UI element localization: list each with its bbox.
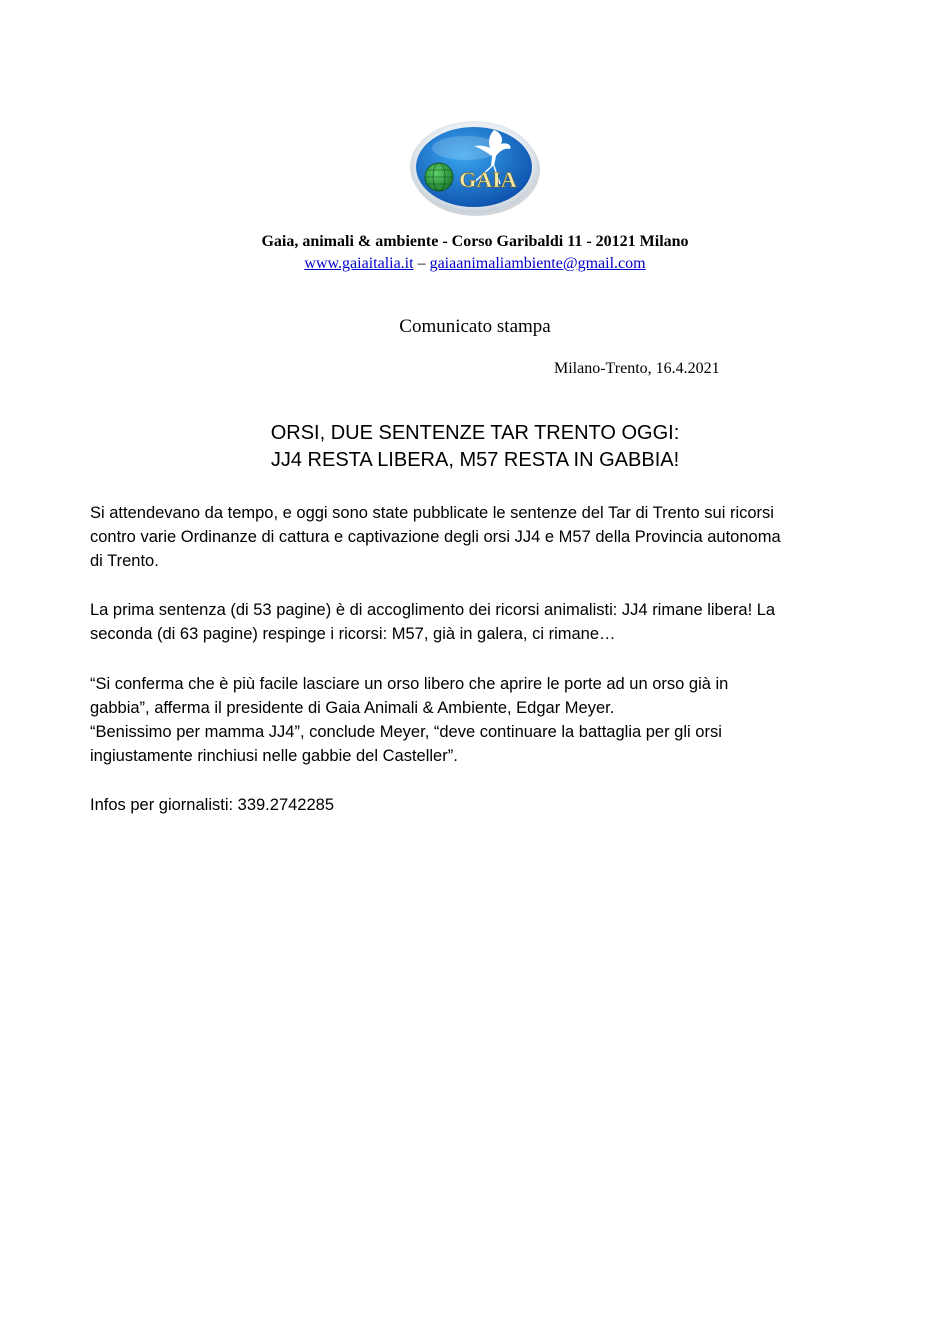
paragraph-intro [90,501,860,573]
paragraph-line: ingiustamente rinchiusi nelle gabbie del Casteller”. [90,747,458,765]
headline-line: ORSI, DUE SENTENZE TAR TRENTO OGGI: [270,422,680,444]
paragraph-line: seconda (di 63 pagine) respinge i ricorsi: M57, già in galera, ci rimane… [90,625,616,643]
contact-line [0,255,950,273]
email-link[interactable]: gaiaanimaliambiente@gmail.com [429,255,646,272]
paragraph-line: gabbia”, afferma il presidente di Gaia Animali & Ambiente, Edgar Meyer. [90,699,615,717]
organization-line: Gaia, animali & ambiente - Corso Garibaldi 11 - 20121 Milano [261,233,689,250]
headline [0,420,950,474]
gaia-logo [408,118,543,218]
paragraph-line: “Si conferma che è più facile lasciare un orso libero che aprire le porte ad un orso già in [90,675,729,693]
headline-line: JJ4 RESTA LIBERA, M57 RESTA IN GABBIA! [270,449,680,471]
paragraph-line: di Trento. [90,552,159,570]
paragraph-line: contro varie Ordinanze di cattura e captivazione degli orsi JJ4 e M57 della Provincia autonoma [90,528,781,546]
paragraph-sentences [90,598,860,646]
paragraph-line: Si attendevano da tempo, e oggi sono state pubblicate le sentenze del Tar di Trento sui ricorsi [90,504,774,522]
paragraph-line: Infos per giornalisti: 339.2742285 [90,796,335,814]
website-link[interactable]: www.gaiaitalia.it [304,255,414,272]
paragraph-line: “Benissimo per mamma JJ4”, conclude Meyer, “deve continuare la battaglia per gli orsi [90,723,722,741]
document-type: Comunicato stampa [399,316,551,337]
paragraph-line: La prima sentenza (di 53 pagine) è di accoglimento dei ricorsi animalisti: JJ4 rimane libera! La [90,601,776,619]
contact-separator: – [417,255,426,272]
paragraph-press-info [90,793,860,817]
place-date: Milano-Trento, 16.4.2021 [554,360,720,377]
paragraph-quotes [90,672,860,768]
logo-text: GAIA [459,167,517,192]
